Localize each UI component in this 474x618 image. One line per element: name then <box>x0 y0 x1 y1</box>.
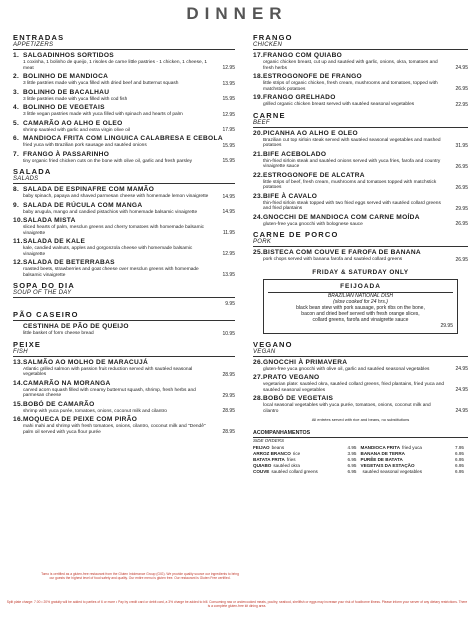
item-title: FRANGO À PASSARINHO <box>23 150 110 158</box>
feijoada-line: black bean stew with pork sausage, pork ribs on the bone, <box>296 304 425 311</box>
item-title: PICANHA AO ALHO E OLEO <box>263 129 358 137</box>
item-number: 8. <box>13 186 20 193</box>
friday-saturday-banner: FRIDAY & SATURDAY ONLY <box>312 268 409 276</box>
item-name <box>13 104 235 112</box>
item-price: 28.95 <box>222 371 235 378</box>
item-name <box>13 380 235 388</box>
item-price: 11.95 <box>222 230 235 236</box>
left-column <box>13 30 235 435</box>
item-number: 25. <box>253 249 264 256</box>
item-number: 27. <box>253 374 264 381</box>
item-name <box>253 172 468 180</box>
item-number: 9. <box>13 201 20 209</box>
section-header <box>253 340 468 357</box>
section-subtitle: PORK <box>253 239 272 245</box>
item-price: 15.95 <box>222 142 235 149</box>
menu-item <box>253 130 468 149</box>
menu-item <box>13 259 235 278</box>
item-description: shrimp with yuca purée, tomatoes, onions, coconut milk and cilantro <box>23 408 167 414</box>
item-number: 2. <box>13 73 20 80</box>
item-name <box>13 416 235 424</box>
item-price: 24.95 <box>455 408 468 414</box>
menu-item <box>13 380 235 399</box>
menu-item <box>253 151 468 170</box>
side-name: VEGETAIS DA ESTAÇÃO <box>360 463 415 468</box>
item-price: 31.95 <box>455 142 468 149</box>
item-title: ESTROGONOFE DE FRANGO <box>263 73 362 80</box>
item-description: mahi mahi and shrimp with fresh tomatoes, onions, cilantro, coconut milk and "Dendê" palm oil served with yuca flour purée <box>23 424 206 435</box>
item-description: shrimp sautéed with garlic and extra virgin olive oil <box>23 127 130 133</box>
menu-item <box>253 214 468 228</box>
item-price: 24.95 <box>455 65 468 71</box>
item-name <box>253 130 468 138</box>
item-number: 21. <box>253 150 264 158</box>
item-price: 9.95 <box>225 301 235 307</box>
item-title: SALADA DE RÚCULA COM MANGA <box>23 201 143 209</box>
section-name: ENTRADAS <box>13 33 65 42</box>
side-detail: sautéed seasonal vegetables <box>362 469 423 474</box>
item-price: 12.95 <box>222 111 235 118</box>
item-title: FRANGO GRELHADO <box>263 94 336 101</box>
feijoada-price: 29.95 <box>440 322 453 329</box>
feijoada-line: bacon and dried beef served with fresh orange slices, <box>301 310 420 317</box>
side-price: 6.95 <box>347 463 357 468</box>
item-name <box>13 52 235 60</box>
menu-item <box>13 416 235 435</box>
menu-item <box>13 120 235 134</box>
item-description: kale, candied walnuts, apples and gorgonzola cheese with homemade balsamic vinaigrette <box>23 246 193 257</box>
item-name <box>13 323 235 331</box>
item-name <box>253 193 468 201</box>
section-header <box>13 33 235 50</box>
item-title: CAMARÃO NA MORANGA <box>23 379 111 387</box>
section-name: CARNE <box>253 110 286 120</box>
side-price: 6.95 <box>455 457 464 462</box>
item-name <box>253 151 468 159</box>
item-description: 1 coxinha, 1 bolinho de queijo, 1 risoles de carne little pastries - 1 chicken, 1 cheese, 1 meat <box>23 60 207 71</box>
item-description: thin-fried sirloin steak topped with two fried eggs served with sautéed collard greens and fried plantains <box>263 200 441 211</box>
item-description: little basket of form cheese bread <box>23 331 94 336</box>
item-price: 28.95 <box>222 429 235 435</box>
item-title: ESTROGONOFE DE ALCATRA <box>263 171 365 179</box>
item-title: BOLINHO DE MANDIOCA <box>23 73 109 80</box>
side-orders-grid <box>253 445 468 475</box>
item-name <box>13 217 235 225</box>
feijoada-line: (slow cooked for 24 hrs.) <box>333 298 388 305</box>
item-title: SALMÃO AO MOLHO DE MARACUJÁ <box>23 358 149 366</box>
item-description: vegetarian plate: sautéed okra, sautéed collard greens, fried plantains, fried yuca and sautéed seasonal vegetables <box>263 382 445 393</box>
item-price: 22.95 <box>455 101 468 108</box>
menu-item <box>13 217 235 236</box>
item-description: carved acorn squash filled with creamy butternut squash, shrimp, fresh herbs and parmesan cheese <box>23 387 196 398</box>
section-subtitle: CHICKEN <box>253 42 283 48</box>
menu-item <box>13 73 235 87</box>
item-number: 6. <box>13 135 20 142</box>
entrees-note: All entrées served with rice and beans, no substitutions <box>311 417 410 422</box>
menu-item <box>253 359 468 373</box>
item-description: little strips of organic chicken, fresh cream, mushrooms and tomatoes, topped with matchstick potatoes <box>263 81 438 92</box>
item-price: 14.95 <box>222 193 235 200</box>
item-title: CAMARÃO AO ALHO E OLEO <box>23 119 123 127</box>
item-title: BOBÓ DE VEGETAIS <box>263 395 334 402</box>
side-price: 6.95 <box>347 469 357 474</box>
item-name <box>13 401 235 409</box>
item-price: 12.95 <box>222 251 235 257</box>
menu-item <box>253 172 468 191</box>
gluten-free-disclaimer: Tomo is certified as a gluten-free restaurant from the Gluten Intolerance Group (GIG). We provide quality source our ingredients to bring our guests the highest level of food safety and quality. Our entire menu is gluten free. Our restaurant is Gluten Free certified. <box>41 572 239 581</box>
section-header <box>253 33 468 50</box>
item-number: 17. <box>253 52 264 59</box>
item-price: 13.95 <box>222 272 235 278</box>
menu-item <box>253 193 468 212</box>
menu-item <box>13 401 235 415</box>
item-number: 4. <box>13 104 20 111</box>
item-number: 16. <box>13 416 24 423</box>
item-title: SALADA DE BETERRABAS <box>23 259 115 266</box>
item-title: SALGADINHOS SORTIDOS <box>23 52 114 59</box>
section-subtitle: SOUP OF THE DAY <box>13 290 72 296</box>
item-price: 26.95 <box>455 256 468 263</box>
side-name: PURÊE DE BATATA <box>360 457 403 462</box>
menu-item <box>253 249 468 263</box>
item-description: organic chicken breast, cut up and sautéed with garlic, onions, okra, tomatoes and fresh herbs <box>263 60 438 71</box>
item-description: 3 little vegan pastries made with yuca filled with spinach and hearts of palm <box>23 112 183 117</box>
item-price: 28.95 <box>222 408 235 414</box>
item-name <box>253 359 468 367</box>
item-name <box>253 249 468 257</box>
item-title: BIFE ACEBOLADO <box>263 150 327 158</box>
item-name <box>253 395 468 403</box>
item-description: gluten-free yuca gnocchi with olive oil, garlic and sautéed seasonal vegetables <box>263 366 430 372</box>
item-name <box>13 186 235 194</box>
side-price: 3.95 <box>347 451 357 456</box>
item-name <box>13 259 235 267</box>
item-name <box>13 359 235 367</box>
menu-item <box>13 104 235 118</box>
side-order-row <box>253 469 361 475</box>
item-number: 12. <box>13 259 24 266</box>
section-subtitle: APPETIZERS <box>13 42 54 48</box>
item-description: local seasonal vegetables with yuca purée, tomatoes, onions, coconut milk and cilantro <box>263 403 431 414</box>
section-subtitle: BEEF <box>253 119 270 126</box>
item-description: baby spinach, papaya and shaved parmesan cheese with homemade lemon vinaigrette <box>23 194 209 199</box>
menu-item <box>13 300 235 307</box>
item-price: 24.95 <box>455 366 468 372</box>
policy-disclaimer: Split plate charge: 7.00 • 20% gratuity will be added to parties of 6 or more • Pay by credit card or debit card, a 3% charge be added to bill. Consuming raw or undercooked meats, poultry, seafood, shellfish or eggs may increase your risk of foodborne illness. Please inform your server of any dietary restrictions. There is a complete gluten-free kit dining area. <box>6 600 468 609</box>
menu-item <box>13 202 235 216</box>
item-price: 26.95 <box>455 86 468 92</box>
item-description: 3 little pastries made with yuca filled with cod fish <box>23 96 128 102</box>
menu-title: DINNER <box>186 4 288 23</box>
item-price: 15.95 <box>222 96 235 102</box>
menu-item <box>13 151 235 165</box>
section-header <box>13 310 235 321</box>
side-name: FEIJAO <box>253 445 270 450</box>
item-number: 3. <box>13 88 20 96</box>
item-description: Brazilian cut top sirloin steak served with sautéed seasonal vegetables and mashed potatoes <box>263 137 441 148</box>
side-price: 6.95 <box>347 457 357 462</box>
item-description: little strips of beef, fresh cream, mushrooms and tomatoes topped with matchstick potatoes <box>263 179 437 190</box>
item-name <box>253 73 468 81</box>
item-name <box>253 374 468 382</box>
item-name <box>253 52 468 60</box>
menu-item <box>13 52 235 71</box>
item-title: BISTECA COM COUVE E FAROFA DE BANANA <box>263 249 421 256</box>
item-description: grilled organic chicken breast served with sautéed seasonal vegetables <box>263 102 415 107</box>
item-title: BOLINHO DE BACALHAU <box>23 88 110 96</box>
item-name <box>253 94 468 102</box>
item-price: 12.95 <box>222 65 235 71</box>
item-name <box>13 120 235 128</box>
item-number: 10. <box>13 217 24 224</box>
item-number: 26. <box>253 358 264 366</box>
item-description: fried yuca with Brazilian pork sausage and sautéed onions <box>23 143 147 148</box>
item-name <box>13 238 235 246</box>
section-name: PEIXE <box>13 339 42 349</box>
item-price: 26.95 <box>455 221 468 227</box>
item-title: GNOCCHI DE MANDIOCA COM CARNE MOÍDA <box>263 213 420 221</box>
side-detail: fried yuca <box>402 445 422 450</box>
item-name <box>13 135 235 143</box>
menu-item <box>253 94 468 108</box>
item-price: 15.95 <box>222 158 235 164</box>
side-detail: fries <box>286 457 296 462</box>
side-detail: sautéed collard greens <box>271 469 318 474</box>
item-number: 7. <box>13 150 20 158</box>
item-title: BOLINHO DE VEGETAIS <box>23 104 105 111</box>
section-subtitle: VEGAN <box>253 348 276 355</box>
section-header <box>13 281 235 298</box>
item-number: 15. <box>13 400 24 408</box>
section-subtitle: SALADS <box>13 176 39 182</box>
menu-item <box>13 89 235 103</box>
feijoada-title: FEIJOADA <box>268 283 453 293</box>
item-name <box>253 214 468 222</box>
item-number: 22. <box>253 171 264 179</box>
item-price: 29.95 <box>455 205 468 212</box>
item-price: 14.95 <box>222 209 235 215</box>
section-name: FRANGO <box>253 33 293 42</box>
item-description: tiny organic fried chicken cuts on the bone with olive oil, garlic and fresh parsley <box>23 158 193 164</box>
section-name: SOPA DO DIA <box>13 281 75 290</box>
menu-item <box>13 238 235 257</box>
item-number: 11. <box>13 238 23 245</box>
item-price: 26.95 <box>455 184 468 191</box>
feijoada-line: collard greens, farofa and vinaigrette sauce <box>312 316 409 323</box>
item-price: 13.95 <box>222 80 235 87</box>
item-title: SALADA DE KALE <box>23 238 86 245</box>
section-header <box>13 167 235 184</box>
item-description: sliced hearts of palm, mesclun greens and cherry tomatoes with homemade balsamic vinaigrette <box>23 225 205 236</box>
item-number: 28. <box>253 395 264 402</box>
side-name: BATATA FRITA <box>253 457 285 462</box>
item-number: 13. <box>13 358 24 366</box>
side-detail: rice <box>292 451 301 456</box>
item-description: Atlantic grilled salmon with passion fruit reduction served with sautéed seasonal vegetables <box>23 366 193 377</box>
item-number: 24. <box>253 213 264 221</box>
item-title: MOQUECA DE PEIXE COM PIRÃO <box>23 416 138 423</box>
item-title: FRANGO COM QUIABO <box>263 52 343 59</box>
side-name: QUIABO <box>253 463 272 468</box>
menu-item <box>13 135 235 149</box>
menu-item <box>253 395 468 414</box>
section-name: PÃO CASEIRO <box>13 310 79 319</box>
side-name: ARROZ BRANCO <box>253 451 291 456</box>
side-price: 4.95 <box>347 445 357 450</box>
side-order-row <box>361 469 469 475</box>
item-number: 14. <box>13 379 24 387</box>
side-price: 6.95 <box>455 469 464 474</box>
item-title: PRATO VEGANO <box>263 374 320 381</box>
side-name: COUVE <box>253 469 270 474</box>
section-subtitle: FISH <box>13 348 28 355</box>
side-name: BANANA DE TERRA <box>360 451 405 456</box>
section-header <box>253 111 468 128</box>
section-name: VEGANO <box>253 339 293 349</box>
item-name <box>13 89 235 97</box>
right-column <box>253 30 468 475</box>
side-detail: sautéed okra <box>273 463 300 468</box>
item-description: 3 little pastries made with yuca filled with dried beef and butternut squash <box>23 81 179 86</box>
menu-item <box>13 359 235 378</box>
side-price: 6.95 <box>455 451 464 456</box>
item-price: 10.95 <box>222 330 235 337</box>
item-title: BOBÓ DE CAMARÃO <box>23 400 95 408</box>
item-title: SALADA MISTA <box>23 217 76 224</box>
item-title: CESTINHA DE PÃO DE QUEIJO <box>23 323 129 330</box>
item-price: 17.95 <box>222 127 235 133</box>
item-number: 19. <box>253 94 264 101</box>
item-price: 24.95 <box>455 387 468 393</box>
item-description: baby arugula, mango and candied pistachios with homemade balsamic vinaigrette <box>23 209 198 215</box>
item-price: 29.95 <box>222 392 235 399</box>
menu-item <box>253 52 468 71</box>
section-header <box>253 230 468 247</box>
side-detail: beans <box>271 445 285 450</box>
item-number: 5. <box>13 119 20 127</box>
item-title: BIFE À CAVALO <box>263 192 318 200</box>
item-name <box>13 202 235 210</box>
menu-item <box>13 323 235 337</box>
feijoada-box <box>263 279 458 334</box>
section-header <box>13 340 235 357</box>
side-orders-subtitle: SIDE ORDERS <box>253 438 285 443</box>
item-description: pork chops served with banana farofa and sautéed collard greens <box>263 257 403 262</box>
item-name <box>13 151 235 159</box>
feijoada-line: BRAZILIAN NATIONAL DISH <box>327 292 394 299</box>
item-number: 23. <box>253 192 264 200</box>
section-name: SALADA <box>13 167 52 176</box>
vegan-section <box>253 340 468 423</box>
menu-item <box>253 73 468 92</box>
item-title: SALADA DE ESPINAFRE COM MAMÃO <box>23 186 155 193</box>
side-name: MANDIOCA FRITA <box>360 445 401 450</box>
section-name: CARNE DE PORCO <box>253 230 339 239</box>
item-price: 26.95 <box>455 163 468 170</box>
item-name <box>13 73 235 81</box>
item-title: GNOCCHI À PRIMAVERA <box>263 358 348 366</box>
side-price: 6.95 <box>455 463 464 468</box>
menu-item <box>253 374 468 393</box>
item-title: MANDIOCA FRITA COM LINGUICA CALABRESA E CEBOLA <box>23 135 223 142</box>
item-description: thin-fried sirloin steak and sautéed onions served with yuca fries, farofa and country vinaigrette sauce <box>263 158 441 169</box>
side-price: 7.95 <box>455 445 464 450</box>
item-number: 20. <box>253 129 264 137</box>
item-description: roasted beets, strawberries and goat cheese over mesclun greens with homemade balsamic vinaigrette <box>23 267 199 278</box>
item-description: gluten-free yuca gnocchi with bolognese sauce <box>263 221 363 227</box>
menu-item <box>13 186 235 200</box>
item-number: 1. <box>13 52 20 59</box>
side-orders-title: ACOMPANHAMENTOS <box>253 430 468 438</box>
item-number: 18. <box>253 73 264 80</box>
